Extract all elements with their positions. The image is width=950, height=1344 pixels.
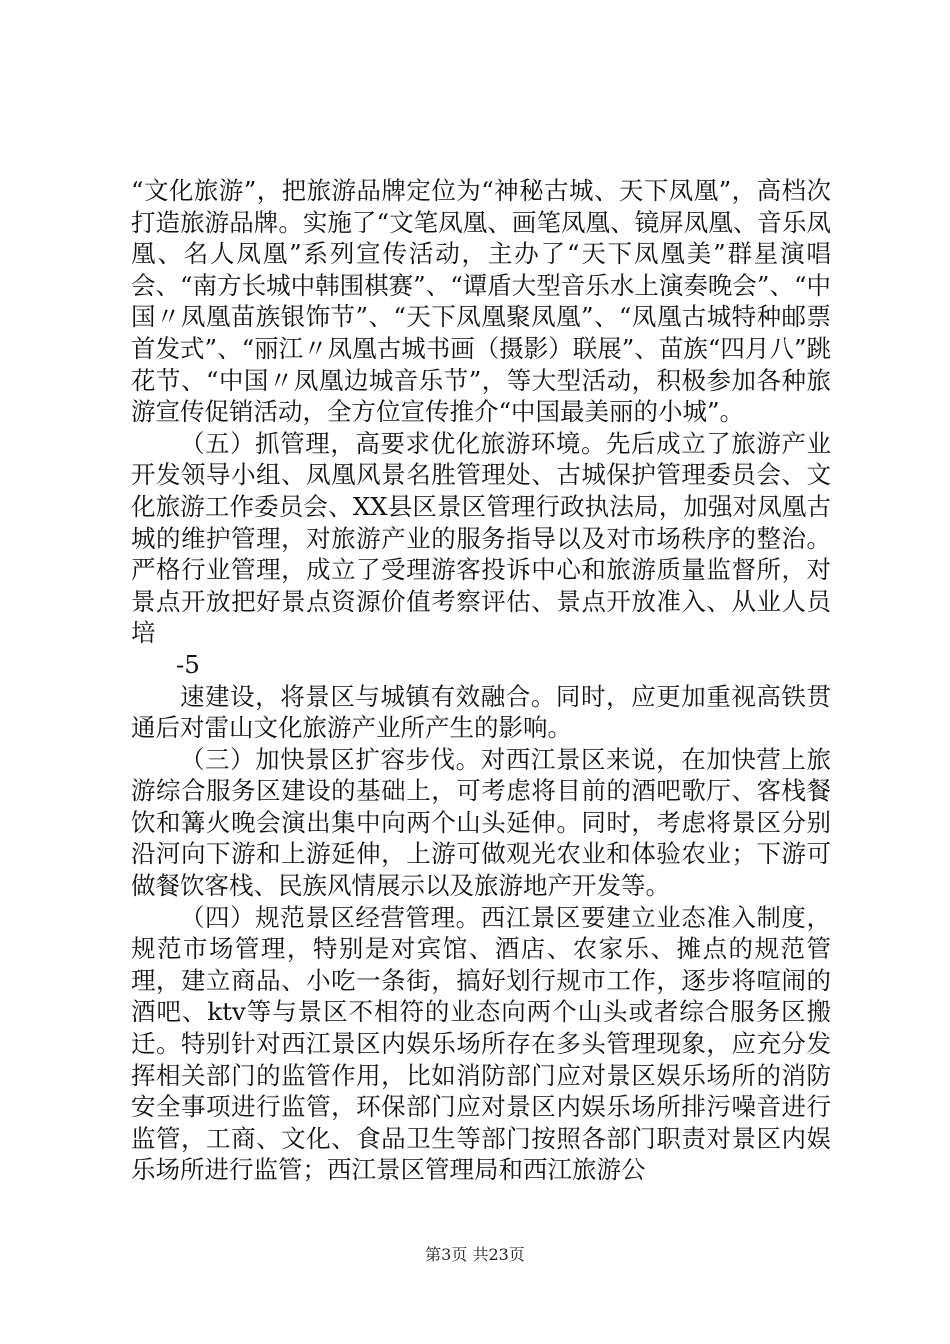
paragraph-expansion: （三）加快景区扩容步伐。对西江景区来说，在加快营上旅游综合服务区建设的基础上，可考虑将目前的酒吧歌厅、客栈餐饮和篝火晚会演出集中向两个山头延伸。同时，考虑将景区分别沿河向下游和上游延伸，上游可做观光农业和体验农业；下游可做餐饮客栈、民族风情展示以及旅游地产开发等。 bbox=[131, 744, 831, 901]
document-body bbox=[131, 175, 831, 1186]
paragraph-cultural-tourism: “文化旅游”，把旅游品牌定位为“神秘古城、天下凤凰”，高档次打造旅游品牌。实施了“文笔凤凰、画笔凤凰、镜屏凤凰、音乐凤凰、名人凤凰”系列宣传活动，主办了“天下凤凰美”群星演唱会、“南方长城中韩围棋赛”、“谭盾大型音乐水上演奏晚会”、“中国〃凤凰苗族银饰节”、“天下凤凰聚凤凰”、“凤凰古城特种邮票首发式”、“丽江〃凤凰古城书画（摄影）联展”、苗族“四月八”跳花节、“中国〃凤凰边城音乐节”，等大型活动，积极参加各种旅游宣传促销活动，全方位宣传推介“中国最美丽的小城”。 bbox=[131, 176, 831, 427]
paragraph-regulation: （四）规范景区经营管理。西江景区要建立业态准入制度，规范市场管理，特别是对宾馆、酒店、农家乐、摊点的规范管理，建立商品、小吃一条街，搞好划行规市工作，逐步将喧闹的酒吧、ktv等与景区不相符的业态向两个山头或者综合服务区搬迁。特别针对西江景区内娱乐场所存在多头管理现象，应充分发挥相关部门的监管作用，比如消防部门应对景区娱乐场所的消防安全事项进行监管，环保部门应对景区内娱乐场所排污噪音进行监管，工商、文化、食品卫生等部门按照各部门职责对景区内娱乐场所进行监管；西江景区管理局和西江旅游公 bbox=[131, 902, 831, 1185]
paragraph-integration: 速建设，将景区与城镇有效融合。同时，应更加重视高铁贯通后对雷山文化旅游产业所产生的影响。 bbox=[131, 681, 831, 743]
paragraph-management: （五）抓管理，高要求优化旅游环境。先后成立了旅游产业开发领导小组、凤凰风景名胜管理处、古城保护管理委员会、文化旅游工作委员会、XX县区景区管理行政执法局，加强对凤凰古城的维护管理，对旅游产业的服务指导以及对市场秩序的整治。严格行业管理，成立了受理游客投诉中心和旅游质量监督所，对景点开放把好景点资源价值考察评估、景点开放准入、从业人员培 bbox=[131, 428, 831, 648]
page-marker: -5 bbox=[176, 649, 200, 679]
page-footer: 第3页 共23页 bbox=[425, 1245, 525, 1264]
